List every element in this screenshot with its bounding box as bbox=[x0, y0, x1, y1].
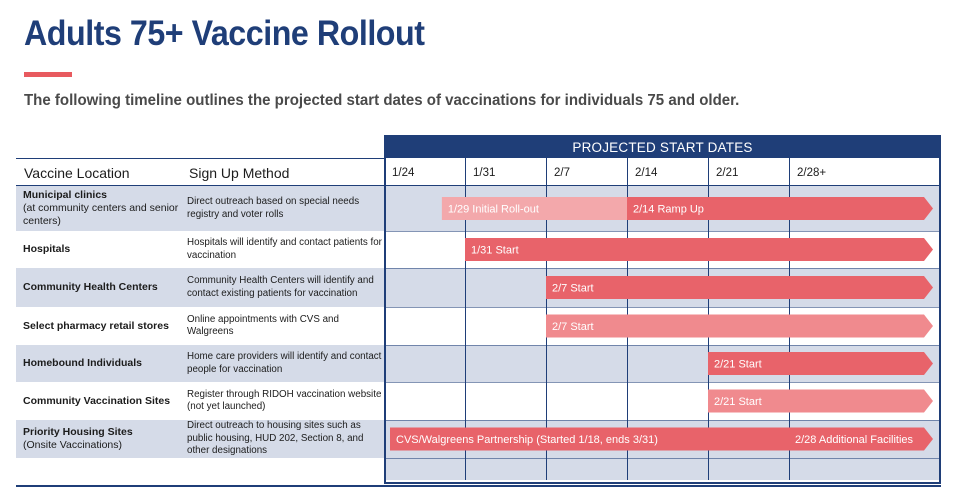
date-tick-label: 2/7 bbox=[554, 167, 570, 179]
location-note: (Onsite Vaccinations) bbox=[23, 439, 123, 451]
location-name: Priority Housing Sites bbox=[23, 426, 133, 438]
gantt-bar-label: 1/31 Start bbox=[471, 244, 519, 257]
column-header-method: Sign Up Method bbox=[189, 165, 290, 181]
date-tick-label: 1/31 bbox=[473, 167, 496, 179]
date-tick-label: 1/24 bbox=[392, 167, 415, 179]
bottom-rule bbox=[16, 485, 941, 487]
gantt-bar-label: CVS/Walgreens Partnership (Started 1/18, ends 3/31) bbox=[396, 434, 658, 446]
sign-up-method: Hospitals will identify and contact patients for vaccination bbox=[187, 237, 382, 261]
gantt-bar-label: 2/7 Start bbox=[552, 321, 594, 333]
date-tick-label: 2/21 bbox=[716, 167, 739, 179]
gantt-bar-label: 1/29 Initial Roll-out bbox=[447, 203, 539, 216]
location-name: Community Health Centers bbox=[23, 281, 158, 293]
column-header-location: Vaccine Location bbox=[24, 165, 130, 181]
location-name: Municipal clinics bbox=[23, 189, 108, 201]
page-subtitle: The following timeline outlines the projected start dates of vaccinations for individuals 75 and older. bbox=[24, 92, 740, 109]
location-note: (at community centers and senior centers) bbox=[23, 202, 179, 227]
gantt-bar-label: 2/14 Ramp Up bbox=[633, 203, 704, 216]
date-tick-label: 2/28+ bbox=[797, 167, 827, 179]
gantt-bar bbox=[465, 238, 933, 261]
gantt-bar bbox=[546, 276, 933, 299]
gantt-bar-label: 2/7 Start bbox=[552, 282, 594, 295]
gantt-header: PROJECTED START DATES bbox=[384, 135, 941, 158]
gantt-bar-label: 2/28 Additional Facilities bbox=[795, 434, 914, 446]
location-name: Select pharmacy retail stores bbox=[23, 319, 169, 332]
sign-up-method: Register through RIDOH vaccination website (not yet launched) bbox=[187, 388, 382, 412]
gantt-bar-label: 2/21 Start bbox=[714, 358, 762, 371]
location-name: Community Vaccination Sites bbox=[23, 394, 171, 407]
page-title: Adults 75+ Vaccine Rollout bbox=[24, 14, 425, 53]
sign-up-method: Community Health Centers will identify and contact existing patients for vaccination bbox=[187, 275, 374, 299]
date-tick-label: 2/14 bbox=[635, 167, 658, 179]
sign-up-method: Online appointments with CVS and Walgreens bbox=[187, 313, 339, 337]
location-name: Homebound Individuals bbox=[23, 357, 143, 369]
sign-up-method: Direct outreach to housing sites such as public housing, HUD 202, Section 8, and other designations bbox=[187, 420, 364, 457]
sign-up-method: Direct outreach based on special needs registry and voter rolls bbox=[187, 196, 360, 220]
gantt-bar bbox=[546, 315, 933, 338]
location-name: Hospitals bbox=[23, 243, 71, 255]
sign-up-method: Home care providers will identify and contact people for vaccination bbox=[187, 351, 382, 375]
gantt-bar-label: 2/21 Start bbox=[714, 396, 762, 408]
